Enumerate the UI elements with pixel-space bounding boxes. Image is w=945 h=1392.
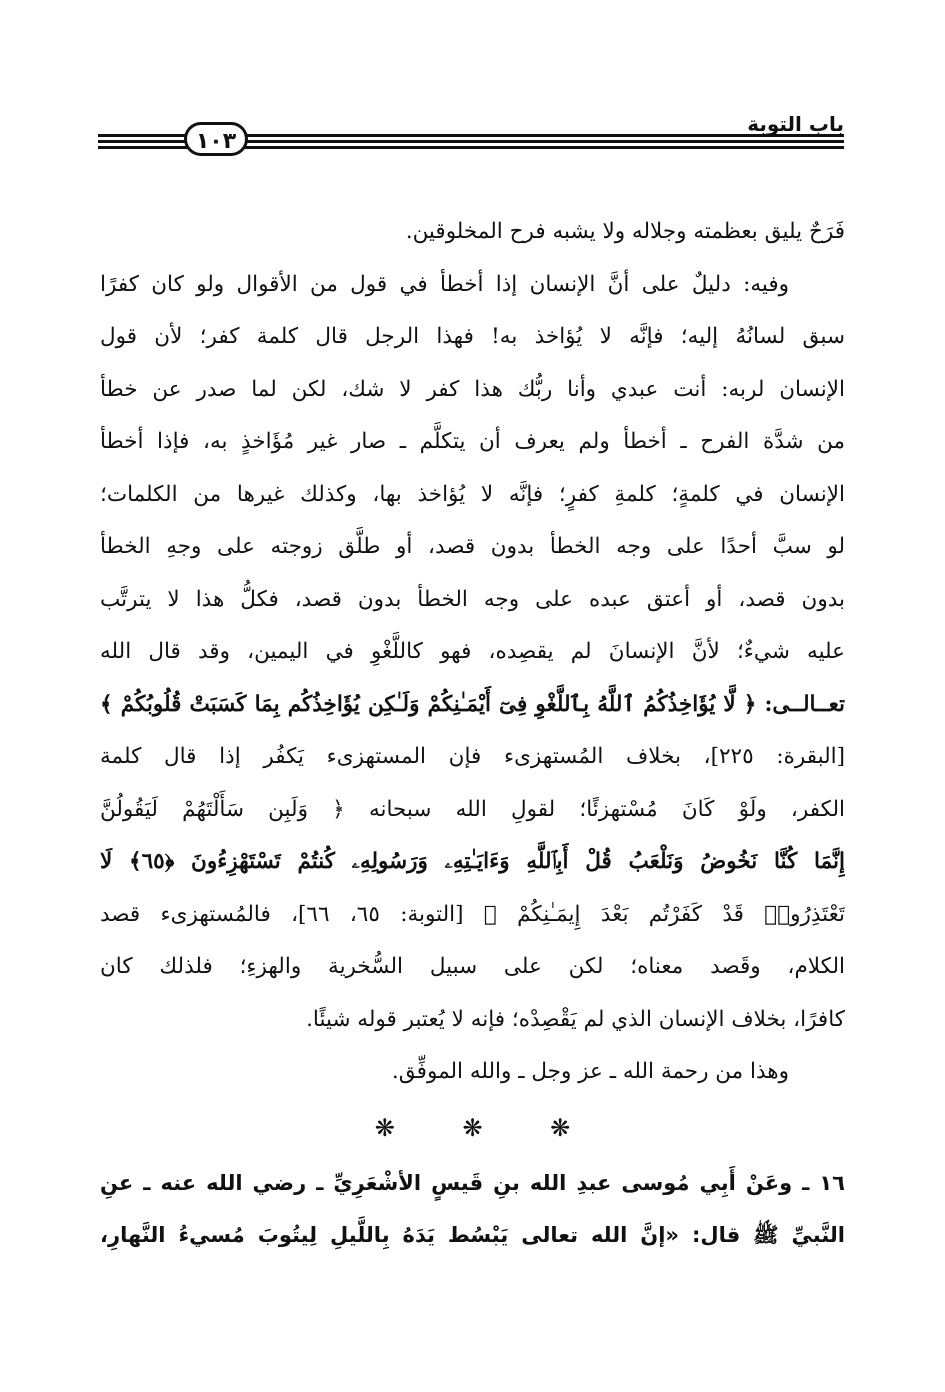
text-line: عليه شيءٌ؛ لأنَّ الإنسانَ لم يقصِده، فهو كاللَّغْوِ في اليمين، وقد قال الله bbox=[100, 639, 845, 664]
body-text bbox=[100, 206, 845, 1262]
text-line: الإنسان في كلمةٍ؛ كلمةِ كفرٍ؛ فإنَّه لا يُؤاخذ بها، وكذلك غيرها من الكلمات؛ bbox=[100, 481, 845, 507]
section-separator: ❋ ❋ ❋ bbox=[374, 1113, 571, 1142]
chapter-title: باب التوبة bbox=[747, 112, 844, 136]
text-line: كافرًا، بخلاف الإنسان الذي لم يَقْصِدْه؛ فإنه لا يُعتبر قوله شيئًا. bbox=[306, 1006, 845, 1032]
hadith-line: ١٦ ـ وعَنْ أَبِي مُوسى عبدِ الله بنِ قَيسٍ الأشْعَرِيِّ ـ رضي الله عنه ـ عنِ bbox=[100, 1170, 845, 1195]
text-line: لو سبَّ أحدًا على وجه الخطأ بدون قصد، أو طلَّق زوجته على وجهِ الخطأ bbox=[100, 534, 845, 559]
hadith-line: النَّبيِّ ﷺ قال: «إنَّ الله تعالى يَبْسُط يَدَهُ بِاللَّيلِ لِيتُوبَ مُسيءُ النَّهارِ، bbox=[100, 1223, 845, 1247]
text-line: بدون قصد، أو أعتق عبده على وجه الخطأ بدون قصد، فكلُّ هذا لا يترتَّب bbox=[100, 586, 845, 612]
text-line: من شدَّة الفرح ـ أخطأ ولم يعرف أن يتكلَّم ـ صار غير مُؤَاخذٍ به، فإذا أخطأ bbox=[100, 429, 845, 454]
text-line: فَرَحٌ يليق بعظمته وجلاله ولا يشبه فرح المخلوقين. bbox=[405, 219, 845, 244]
quran-verse-line: تعــالــى: ﴿ لَّا يُؤَاخِذُكُمُ ٱللَّهُ بِٱللَّغْوِ فِىٓ أَيْمَـٰنِكُمْ وَلَـٰكِن يُؤَاخِذُكُم بِمَا كَسَبَتْ قُلُوبُكُمْ ﴾ bbox=[100, 691, 845, 717]
text-line: الكلام، وقَصد معناه؛ لكن على سبيل السُّخرية والهزءِ؛ فلذلك كان bbox=[100, 954, 845, 979]
text-line: الكفر، ولَوْ كَانَ مُسْتهزئًا؛ لقولِ الله سبحانه ﴿ وَلَبِن سَأَلْتَهُمْ لَيَقُولُنَّ bbox=[100, 796, 845, 822]
text-line: سبق لسانُهُ إليه؛ فإنَّه لا يُؤاخذ به! فهذا الرجل قال كلمة كفر؛ لأن قول bbox=[100, 324, 845, 349]
page-number: ١٠٣ bbox=[184, 122, 248, 156]
running-header bbox=[98, 108, 844, 156]
quran-verse-line: إِنَّمَا كُنَّا نَخُوضُ وَنَلْعَبُ قُلْ أَبِٱللَّهِ وَءَايَـٰتِهِۦ وَرَسُولِهِۦ كُنتُمْ تَسْتَهْزِءُونَ ﴿٦٥﴾ لَا bbox=[100, 849, 845, 874]
text-line: الإنسان لربه: أنت عبدي وأنا ربُّك هذا كفر لا شك، لكن لما صدر عن خطأ bbox=[100, 376, 845, 402]
text-line: وفيه: دليلٌ على أنَّ الإنسان إذا أخطأ في قول من الأقوال ولو كان كفرًا bbox=[100, 271, 789, 297]
text-line: وهذا من رحمة الله ـ عز وجل ـ والله الموفِّق. bbox=[391, 1059, 789, 1084]
text-line: [البقرة: ٢٢٥]، بخلاف المُستهزىء فإن المستهزىء يَكفُر إذا قال كلمة bbox=[100, 744, 845, 769]
text-line: تَعْتَذِرُوا۟ قَدْ كَفَرْتُم بَعْدَ إِيمَـٰنِكُمْ ﴾ [التوبة: ٦٥، ٦٦]، فالمُستهزىء قصد bbox=[100, 901, 845, 927]
